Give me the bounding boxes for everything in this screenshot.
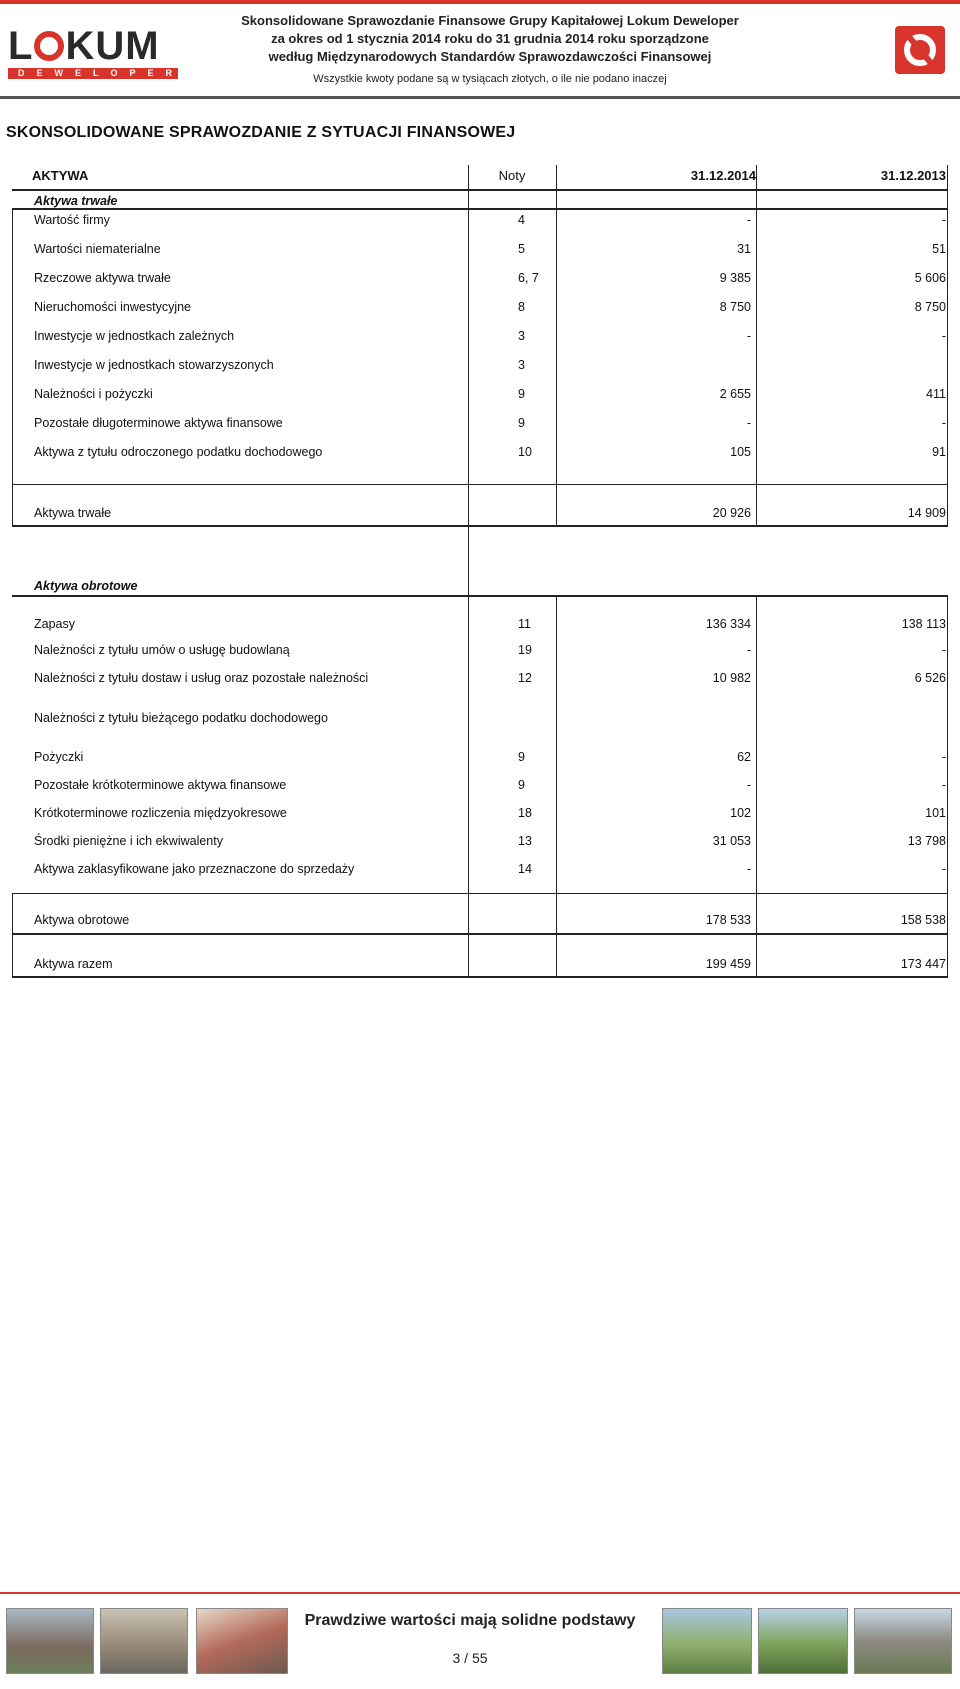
table-row — [12, 209, 948, 231]
note-ref: 5 — [518, 242, 525, 256]
table-row — [12, 238, 948, 260]
row-note — [468, 416, 558, 430]
row-label: Należności z tytułu dostaw i usług oraz pozostałe należności — [34, 671, 369, 685]
value-2014: 136 334 — [705, 617, 751, 631]
footer-tagline: Prawdziwe wartości mają solidne podstawy — [304, 1612, 636, 1629]
row-label: Należności z tytułu umów o usługę budowlaną — [34, 643, 290, 657]
row-note — [468, 671, 558, 685]
value-2014: 105 — [730, 445, 751, 459]
table-column-rule — [756, 595, 757, 977]
table-row-rule — [12, 976, 948, 978]
table-row — [12, 667, 948, 689]
note-ref: 18 — [518, 806, 532, 820]
table-row — [12, 354, 948, 376]
row-label: Zapasy — [34, 617, 75, 631]
row-label: Aktywa obrotowe — [34, 579, 138, 593]
row-label: Krótkoterminowe rozliczenia międzyokresowe — [34, 806, 287, 820]
header-divider — [0, 96, 960, 99]
table-row — [12, 441, 948, 463]
note-ref: 13 — [518, 834, 532, 848]
footer-photo-3 — [196, 1608, 288, 1674]
table-column-rule — [556, 165, 557, 526]
assets-table — [12, 165, 948, 971]
page-number: 3 / 55 — [452, 1650, 488, 1666]
note-ref: 9 — [518, 778, 525, 792]
header-notes: Noty — [498, 168, 526, 183]
value-2013: - — [941, 750, 946, 764]
value-2014: 31 053 — [712, 834, 751, 848]
value-2013: 5 606 — [914, 271, 946, 285]
row-note — [468, 387, 558, 401]
note-ref: 3 — [518, 358, 525, 372]
row-note — [468, 806, 558, 820]
header-line-2: za okres od 1 stycznia 2014 roku do 31 grudnia 2014 roku sporządzone — [271, 31, 709, 46]
value-2013: 411 — [926, 387, 946, 401]
row-label: Pozostałe krótkoterminowe aktywa finansowe — [34, 778, 287, 792]
value-2014: - — [746, 416, 751, 430]
row-note — [468, 750, 558, 764]
footer-photo-5 — [758, 1608, 848, 1674]
value-2013: 8 750 — [914, 300, 946, 314]
value-2014: 2 655 — [719, 387, 751, 401]
value-2013: - — [941, 643, 946, 657]
row-label: Nieruchomości inwestycyjne — [34, 300, 192, 314]
value-2014: 178 533 — [705, 913, 751, 927]
value-2013: 91 — [932, 445, 946, 459]
value-2013: 6 526 — [914, 671, 946, 685]
value-2013: 51 — [932, 242, 946, 256]
value-2014: 8 750 — [719, 300, 751, 314]
row-label: Aktywa obrotowe — [34, 913, 130, 927]
table-row — [12, 774, 948, 796]
header-year-2014: 31.12.2014 — [690, 168, 756, 183]
note-ref: 8 — [518, 300, 525, 314]
footer-photo-6 — [854, 1608, 952, 1674]
value-2013: 13 798 — [907, 834, 946, 848]
value-2014: - — [746, 643, 751, 657]
footer-rule — [0, 1592, 960, 1594]
row-note — [468, 329, 558, 343]
table-row-rule — [12, 484, 948, 485]
row-note — [468, 913, 558, 927]
row-label: Wartości niematerialne — [34, 242, 161, 256]
header-line-3: według Międzynarodowych Standardów Sprawozdawczości Finansowej — [268, 49, 712, 64]
table-row-rule — [12, 595, 948, 597]
value-2013: 138 113 — [901, 617, 946, 631]
value-2014: - — [746, 213, 751, 227]
row-label: Aktywa trwałe — [34, 194, 118, 208]
value-2013: - — [941, 416, 946, 430]
table-column-rule — [12, 893, 13, 977]
row-note — [468, 358, 558, 372]
table-row-rule — [12, 893, 948, 894]
table-row — [12, 325, 948, 347]
top-rule — [0, 0, 960, 4]
header-year-2013: 31.12.2013 — [880, 168, 946, 183]
section-title: SKONSOLIDOWANE SPRAWOZDANIE Z SYTUACJI FINANSOWEJ — [6, 124, 516, 141]
table-column-rule — [947, 165, 948, 526]
table-column-rule — [947, 595, 948, 977]
row-note — [468, 271, 558, 285]
table-row — [12, 746, 948, 768]
table-row — [12, 802, 948, 824]
footer-photo-1 — [6, 1608, 94, 1674]
value-2014: - — [746, 329, 751, 343]
note-ref: 19 — [518, 643, 532, 657]
total-row — [12, 909, 948, 931]
row-note — [468, 643, 558, 657]
table-row — [12, 707, 948, 729]
value-2013: - — [941, 329, 946, 343]
table-column-rule — [756, 165, 757, 526]
footer-photo-4 — [662, 1608, 752, 1674]
header-line-1: Skonsolidowane Sprawozdanie Finansowe Grupy Kapitałowej Lokum Deweloper — [241, 13, 739, 28]
table-row-rule — [12, 525, 948, 527]
value-2014: 9 385 — [719, 271, 751, 285]
note-ref: 4 — [518, 213, 525, 227]
value-2014: 10 982 — [712, 671, 751, 685]
table-row — [12, 830, 948, 852]
table-header — [12, 165, 948, 191]
value-2013: - — [941, 862, 946, 876]
note-ref: 9 — [518, 416, 525, 430]
total-row — [12, 502, 948, 524]
row-label: Inwestycje w jednostkach zależnych — [34, 329, 235, 343]
row-note — [468, 862, 558, 876]
table-column-rule — [12, 208, 13, 526]
value-2014: 102 — [730, 806, 751, 820]
value-2014: 31 — [737, 242, 751, 256]
row-note — [468, 213, 558, 227]
footer-photo-2 — [100, 1608, 188, 1674]
note-ref: 11 — [518, 617, 531, 631]
note-ref: 6, 7 — [518, 271, 539, 285]
value-2014: 199 459 — [705, 957, 751, 971]
table-row — [12, 296, 948, 318]
total-row — [12, 953, 948, 975]
row-label: Aktywa trwałe — [34, 506, 112, 520]
note-ref: 9 — [518, 387, 525, 401]
value-2014: 20 926 — [712, 506, 751, 520]
row-label: Aktywa razem — [34, 957, 113, 971]
row-label: Pożyczki — [34, 750, 84, 764]
row-label: Należności i pożyczki — [34, 387, 153, 401]
value-2013: 173 447 — [900, 957, 946, 971]
note-ref: 14 — [518, 862, 532, 876]
row-label: Rzeczowe aktywa trwałe — [34, 271, 171, 285]
row-note — [468, 242, 558, 256]
table-row-rule — [12, 933, 948, 935]
row-label: Należności z tytułu bieżącego podatku dochodowego — [34, 711, 328, 725]
header-label: AKTYWA — [32, 168, 89, 183]
table-row — [12, 267, 948, 289]
note-ref: 10 — [518, 445, 532, 459]
value-2014: - — [746, 778, 751, 792]
row-note — [468, 957, 558, 971]
brand-icon — [895, 26, 945, 74]
table-row — [12, 412, 948, 434]
value-2013: - — [941, 213, 946, 227]
value-2013: 158 538 — [900, 913, 946, 927]
row-label: Pozostałe długoterminowe aktywa finansowe — [34, 416, 283, 430]
table-row — [12, 639, 948, 661]
value-2013: - — [941, 778, 946, 792]
logo-tagline: DEWELOPER — [8, 68, 178, 79]
row-label: Wartość firmy — [34, 213, 110, 227]
document-header — [200, 12, 780, 88]
row-label: Inwestycje w jednostkach stowarzyszonych — [34, 358, 274, 372]
note-ref: 9 — [518, 750, 525, 764]
row-note — [468, 711, 558, 725]
row-note — [468, 445, 558, 459]
row-note — [468, 300, 558, 314]
value-2013: 101 — [925, 806, 946, 820]
header-line-4: Wszystkie kwoty podane są w tysiącach złotych, o ile nie podano inaczej — [313, 73, 667, 85]
row-label: Aktywa z tytułu odroczonego podatku dochodowego — [34, 445, 323, 459]
logo-wordmark: L KUM — [8, 24, 160, 68]
row-note — [468, 506, 558, 520]
note-ref: 3 — [518, 329, 525, 343]
table-column-rule — [468, 165, 469, 977]
value-2013: 14 909 — [907, 506, 946, 520]
table-row — [12, 383, 948, 405]
row-note — [468, 834, 558, 848]
table-row — [12, 613, 948, 635]
row-note — [468, 778, 558, 792]
section-subheading — [12, 575, 948, 597]
row-note — [468, 617, 558, 631]
row-label: Aktywa zaklasyfikowane jako przeznaczone do sprzedaży — [34, 862, 355, 876]
value-2014: 62 — [737, 750, 751, 764]
note-ref: 12 — [518, 671, 532, 685]
table-column-rule — [556, 595, 557, 977]
table-row — [12, 858, 948, 880]
value-2014: - — [746, 862, 751, 876]
lokum-logo — [8, 24, 185, 78]
row-label: Środki pieniężne i ich ekwiwalenty — [34, 834, 223, 848]
